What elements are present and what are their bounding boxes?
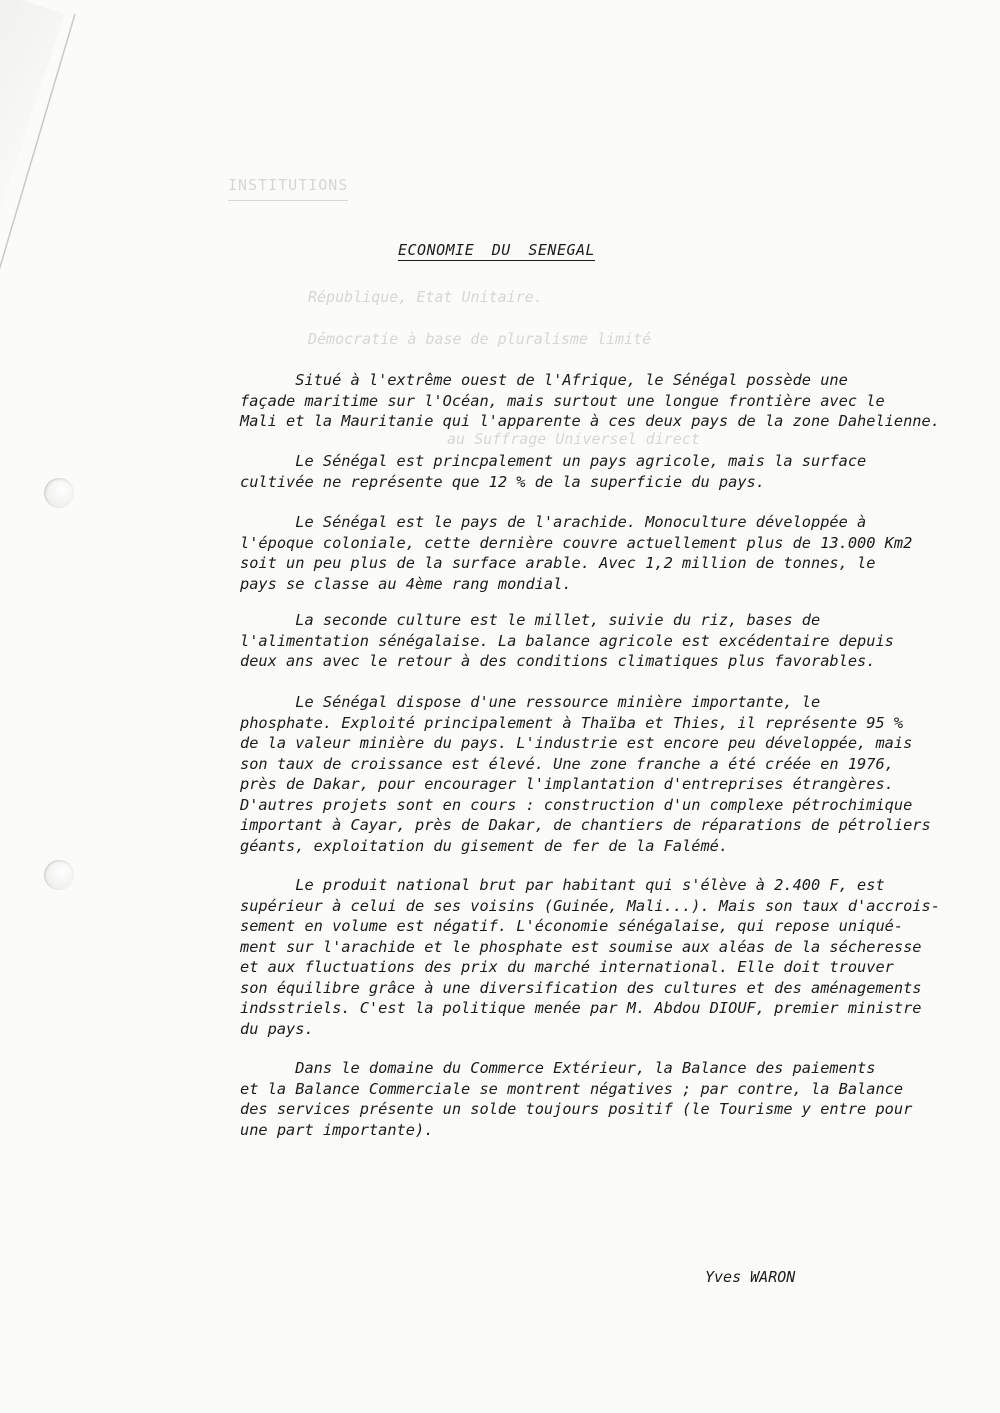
author-signature: Yves WARON (705, 1268, 796, 1286)
paragraph-agriculture: Le Sénégal est princpalement un pays agricole, mais la surface cultivée ne représente que 12 % de la superficie du pays. (240, 452, 867, 491)
paragraph-industrie: Le Sénégal dispose d'une ressource minière importante, le phosphate. Exploité principalement à Thaïba et Thies, il représente 95 % de la valeur minière du pays. L'industrie est encore peu développée, mais son taux de croissance est élevé. Une zone franche a été créée en 1976, près de Dakar, pour encourager l'implantation d'entreprises étrangères. D'autres projets sont en cours : construction d'un complexe pétrochimique important à Cayar, près de Dakar, de chantiers de réparations de pétroliers géants, exploitation du gisement de fer de la Falémé. (240, 693, 931, 855)
paragraph-cultures: La seconde culture est le millet, suivie du riz, bases de l'alimentation sénégalaise. La balance agricole est excédentaire depuis deux ans avec le retour à des conditions climatiques plus favorables. (240, 611, 894, 670)
show-through-line-2: Démocratie à base de pluralisme limité (308, 330, 652, 348)
paragraph-arachide: Le Sénégal est le pays de l'arachide. Monoculture développée à l'époque coloniale, cette dernière couvre actuellement plus de 13.000 Km2 soit un peu plus de la surface arable. Avec 1,2 million de tonnes, le pays se classe au 4ème rang mondial. (240, 513, 913, 593)
document-title: ECONOMIE DU SENEGAL (398, 241, 596, 259)
paragraph-commerce: Dans le domaine du Commerce Extérieur, la Balance des paiements et la Balance Commerciale se montrent négatives ; par contre, la Balance des services présente un solde toujours positif (le Tourisme y entre pour une part importante). (240, 1059, 913, 1139)
show-through-rule (228, 200, 348, 201)
paragraph-geography: Situé à l'extrême ouest de l'Afrique, le Sénégal possède une façade maritime sur l'Océan, mais surtout une longue frontière avec le Mali et la Mauritanie qui l'apparente à ces deux pays de la zone Dahelienne. (240, 371, 940, 430)
show-through-heading: INSTITUTIONS (228, 176, 349, 194)
fold-edge (0, 260, 1, 261)
show-through-line-1: République, Etat Unitaire. (308, 288, 543, 306)
punch-hole-bottom (44, 860, 74, 890)
show-through-line-3: au Suffrage Universel direct (447, 430, 700, 448)
folded-corner (0, 0, 65, 299)
paragraph-pnb: Le produit national brut par habitant qui s'élève à 2.400 F, est supérieur à celui de ses voisins (Guinée, Mali...). Mais son taux d'accrois- sement en volume est négatif. L'économie sénégalaise, qui repose uniqué- ment sur l'arachide et le phosphate est soumise aux aléas de la sécheresse et aux fluctuations des prix du marché international. Elle doit trouver son équilibre grâce à une diversification des cultures et des aménagements indsstriels. C'est la politique menée par M. Abdou DIOUF, premier ministre du pays. (240, 876, 940, 1038)
punch-hole-top (44, 478, 74, 508)
